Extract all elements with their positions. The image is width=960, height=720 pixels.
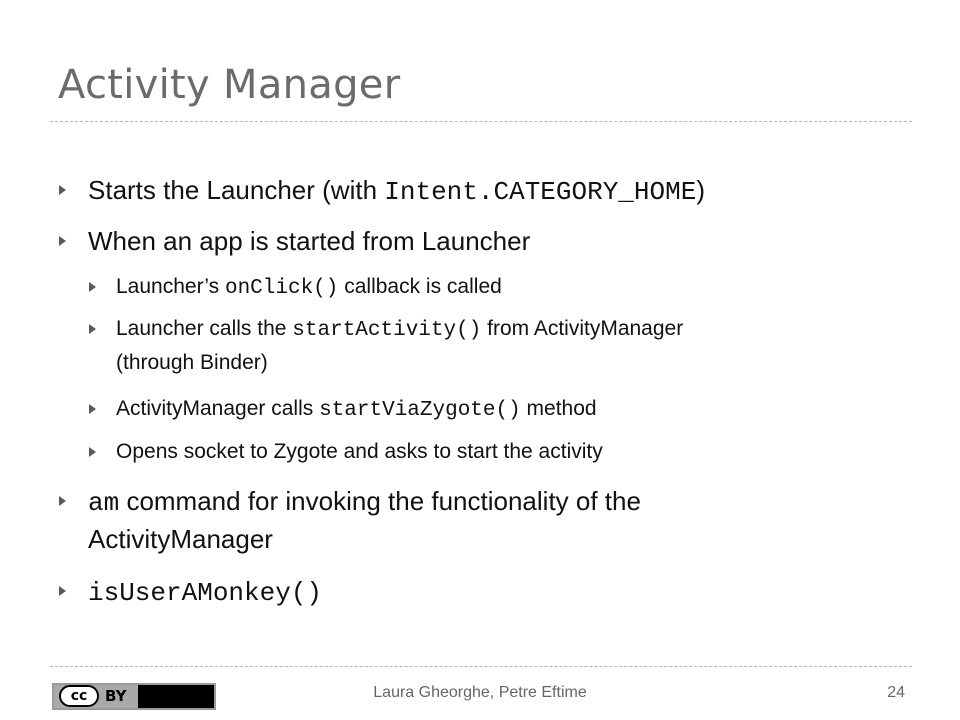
bullet-text: Opens socket to Zygote and asks to start the activity — [116, 440, 603, 463]
code-text: startActivity() — [292, 319, 482, 342]
sub-bullet-item — [116, 271, 502, 305]
bullet-text: Launcher calls the — [116, 317, 293, 340]
bullet-text: (through Binder) — [116, 351, 268, 374]
bullet-text: command for invoking the functionality of the — [119, 486, 641, 516]
bullet-text: callback is called — [338, 275, 502, 298]
code-text: am — [88, 488, 120, 518]
bullet-text: Starts the Launcher (with — [88, 175, 385, 205]
arrow-bullet-icon — [59, 236, 66, 246]
arrow-bullet-icon — [89, 324, 96, 334]
arrow-bullet-icon — [89, 447, 96, 457]
by-label: BY — [105, 687, 127, 705]
cc-circle: cc — [59, 685, 99, 707]
bullet-item — [88, 573, 322, 611]
bullet-text: method — [520, 397, 597, 420]
bullet-item — [88, 223, 530, 259]
bullet-text: When an app is started from Launcher — [88, 226, 531, 256]
sub-bullet-item — [116, 313, 683, 379]
bullet-item — [88, 483, 641, 557]
code-text: Intent.CATEGORY_HOME — [384, 177, 697, 207]
bullet-text: from ActivityManager — [481, 317, 684, 340]
code-text: startViaZygote() — [319, 399, 521, 422]
arrow-bullet-icon — [59, 496, 66, 506]
title-divider — [50, 121, 912, 122]
bullet-text: ActivityManager calls — [116, 397, 320, 420]
slide-title: Activity Manager — [58, 62, 401, 108]
footer-authors: Laura Gheorghe, Petre Eftime — [373, 684, 587, 701]
bullet-text: ActivityManager — [88, 524, 273, 554]
arrow-bullet-icon — [89, 282, 96, 292]
bullet-text: ) — [696, 175, 705, 205]
arrow-bullet-icon — [89, 404, 96, 414]
arrow-bullet-icon — [59, 185, 66, 195]
arrow-bullet-icon — [59, 586, 66, 596]
footer-divider — [50, 666, 912, 667]
bullet-text: Launcher’s — [116, 275, 225, 298]
sub-bullet-item — [116, 436, 603, 468]
bullet-item — [88, 172, 705, 210]
code-text: onClick() — [224, 277, 339, 300]
page-number: 24 — [887, 684, 905, 701]
code-text: isUserAMonkey() — [88, 578, 323, 608]
sub-bullet-item — [116, 393, 597, 427]
